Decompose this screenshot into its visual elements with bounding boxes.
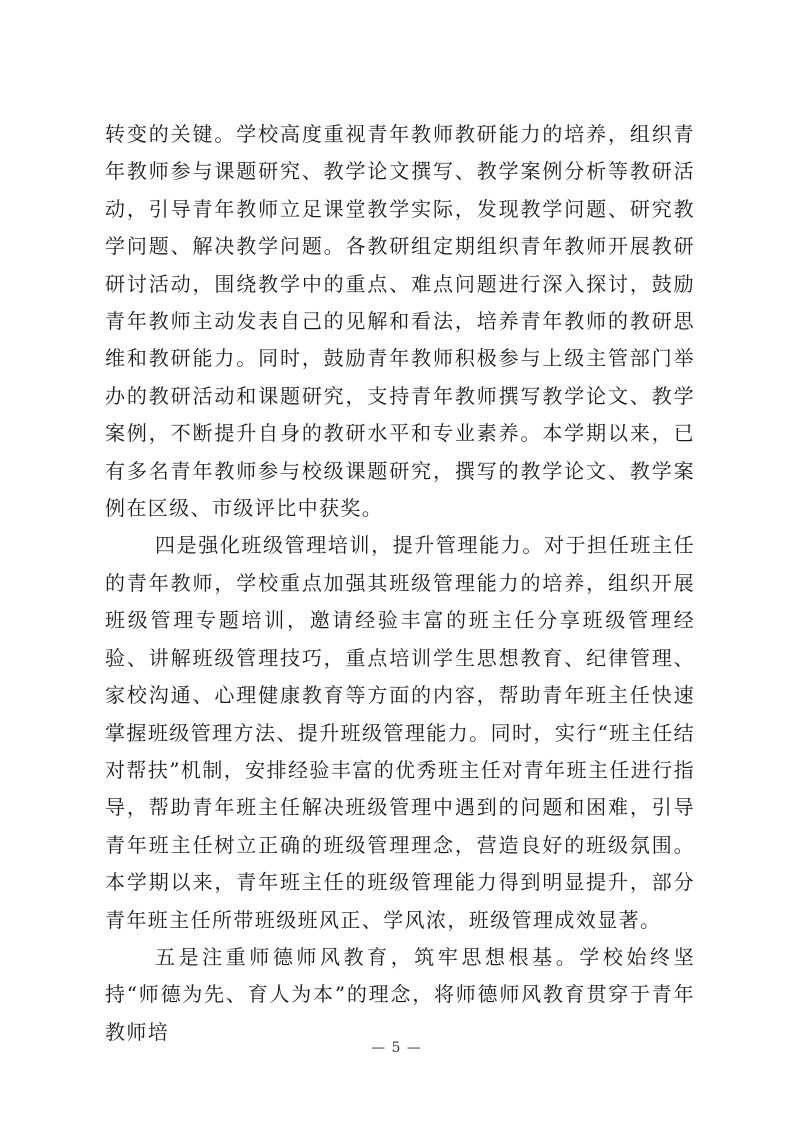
paragraph-2: 四是强化班级管理培训，提升管理能力。对于担任班主任的青年教师，学校重点加强其班级管理能力的培养，组织开展班级管理专题培训，邀请经验丰富的班主任分享班级管理经验、讲解班级管理技巧，重点培训学生思想教育、纪律管理、家校沟通、心理健康教育等方面的内容，帮助青年班主任快速掌握班级管理方法、提升班级管理能力。同时，实行“班主任结对帮扶”机制，安排经验丰富的优秀班主任对青年班主任进行指导，帮助青年班主任解决班级管理中遇到的问题和困难，引导青年班主任树立正确的班级管理理念，营造良好的班级氛围。本学期以来，青年班主任的班级管理能力得到明显提升，部分青年班主任所带班级班风正、学风浓，班级管理成效显著。 [105, 533, 695, 932]
paragraph-3: 五是注重师德师风教育，筑牢思想根基。学校始终坚持“师德为先、育人为本”的理念，将师德师风教育贯穿于青年教师培 [105, 944, 695, 1044]
page-number: — 5 — [371, 1040, 422, 1056]
document-body [105, 116, 695, 1051]
paragraph-1: 转变的关键。学校高度重视青年教师教研能力的培养，组织青年教师参与课题研究、教学论文撰写、教学案例分析等教研活动，引导青年教师立足课堂教学实际，发现教学问题、研究教学问题、解决教学问题。各教研组定期组织青年教师开展教研研讨活动，围绕教学中的重点、难点问题进行深入探讨，鼓励青年教师主动发表自己的见解和看法，培养青年教师的教研思维和教研能力。同时，鼓励青年教师积极参与上级主管部门举办的教研活动和课题研究，支持青年教师撰写教学论文、教学案例，不断提升自身的教研水平和专业素养。本学期以来，已有多名青年教师参与校级课题研究，撰写的教学论文、教学案例在区级、市级评比中获奖。 [105, 122, 695, 521]
